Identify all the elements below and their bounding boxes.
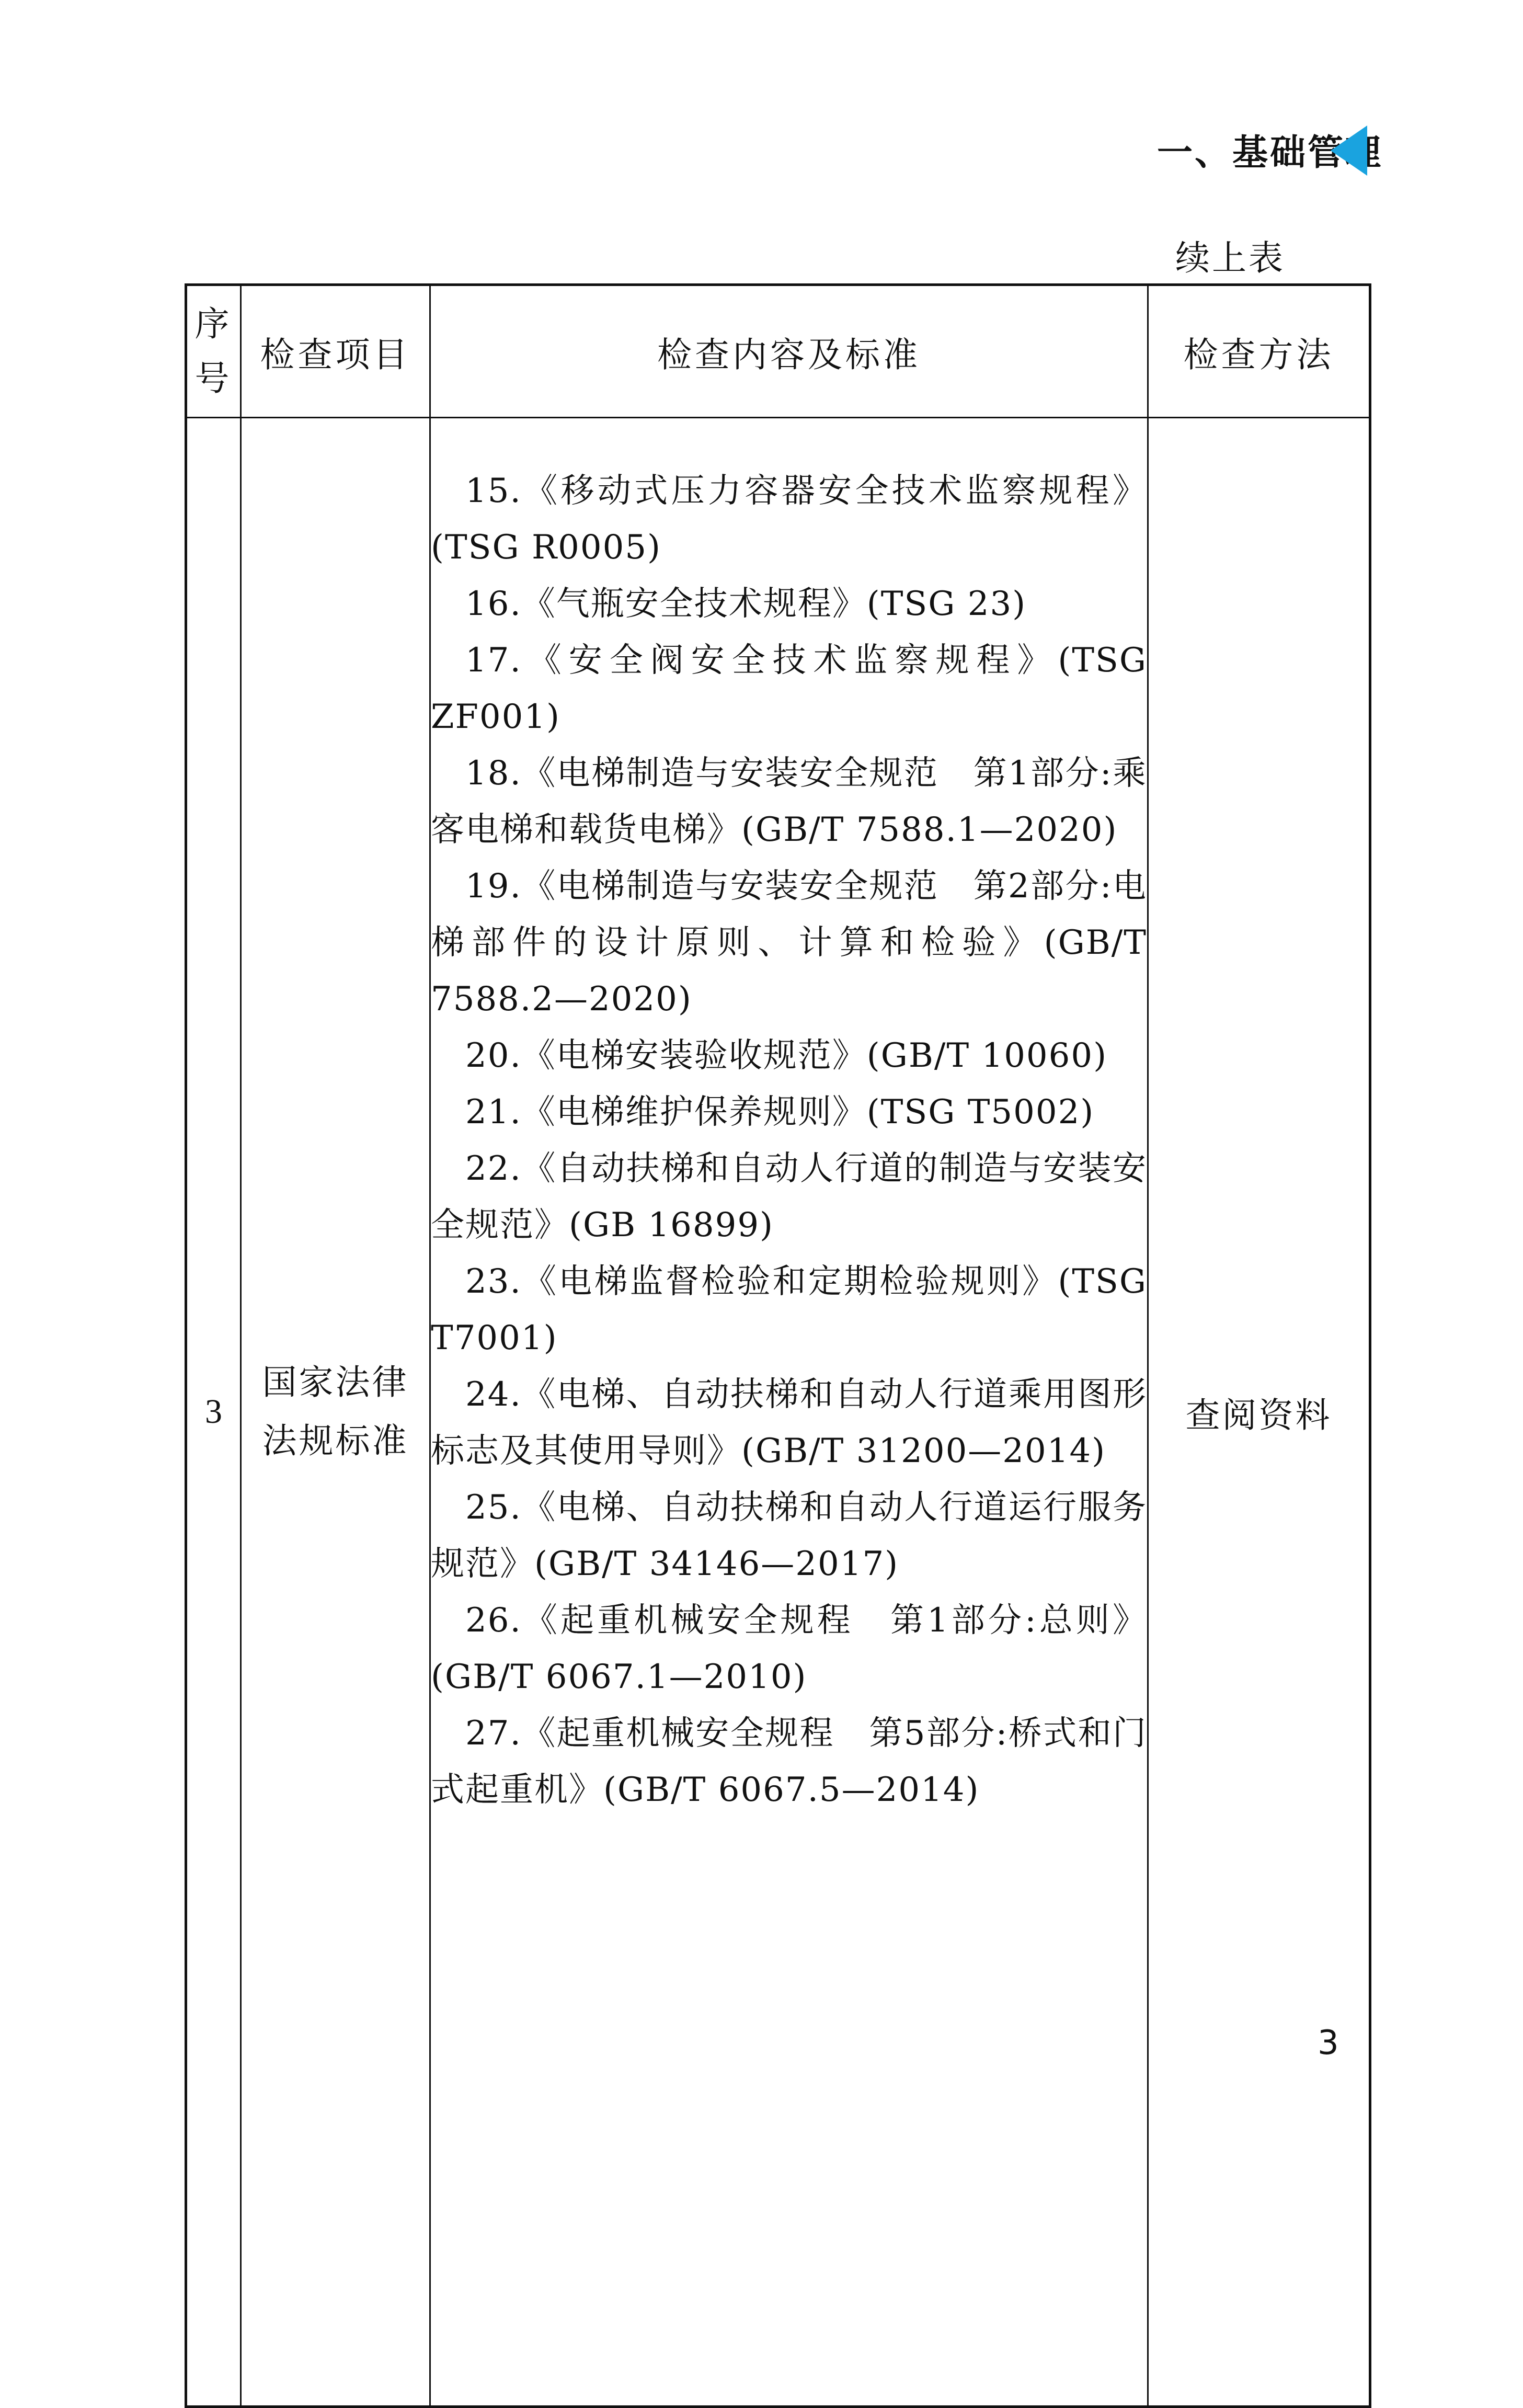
standard-item: 26.《起重机械安全规程 第1部分:总则》(GB/T 6067.1—2010) [431,1601,1147,1696]
standard-item: 21.《电梯维护保养规则》(TSG T5002) [465,1093,1095,1132]
standard-item: 15.《移动式压力容器安全技术监察规程》(TSG R0005) [431,472,1147,567]
row-item [241,418,430,2407]
column-header-method: 检查方法 [1148,285,1370,418]
continued-label: 续上表 [1175,238,1285,278]
standard-item: 20.《电梯安装验收规范》(GB/T 10060) [465,1036,1108,1075]
seq-header-text: 序 号 [194,304,233,398]
inspection-table [185,283,1371,2408]
standard-item: 24.《电梯、自动扶梯和自动人行道乘用图形标志及其使用导则》(GB/T 31200—2014) [431,1375,1147,1470]
table-header-row [186,285,1370,418]
standard-item: 27.《起重机械安全规程 第5部分:桥式和门式起重机》(GB/T 6067.5—2014) [431,1714,1147,1809]
standard-item: 16.《气瓶安全技术规程》(TSG 23) [465,585,1027,623]
standard-item: 18.《电梯制造与安装安全规范 第1部分:乘客电梯和载货电梯》(GB/T 7588.1—2020) [431,754,1147,849]
standard-item: 25.《电梯、自动扶梯和自动人行道运行服务规范》(GB/T 34146—2017) [431,1488,1147,1583]
section-triangle-icon [1331,125,1367,176]
row-content [430,418,1148,2407]
standard-item: 23.《电梯监督检验和定期检验规则》(TSG T7001) [431,1262,1147,1357]
section-header: 一、基础管理 [1156,132,1383,174]
column-header-item: 检查项目 [241,285,430,418]
standards-list [431,418,1147,1818]
row-item-text: 国家法律 法规标准 [262,1362,409,1461]
row-method: 查阅资料 [1148,418,1370,2407]
column-header-seq [186,285,241,418]
standard-item: 17.《安全阀安全技术监察规程》(TSG ZF001) [431,641,1147,736]
standard-item: 22.《自动扶梯和自动人行道的制造与安装安全规范》(GB 16899) [431,1149,1147,1245]
standard-item: 19.《电梯制造与安装安全规范 第2部分:电梯部件的设计原则、计算和检验》(GB/T 7588.2—2020) [431,867,1147,1019]
table-row [186,418,1370,2407]
row-seq: 3 [186,418,241,2407]
page-number: 3 [1318,2024,1339,2062]
column-header-content: 检查内容及标准 [430,285,1148,418]
